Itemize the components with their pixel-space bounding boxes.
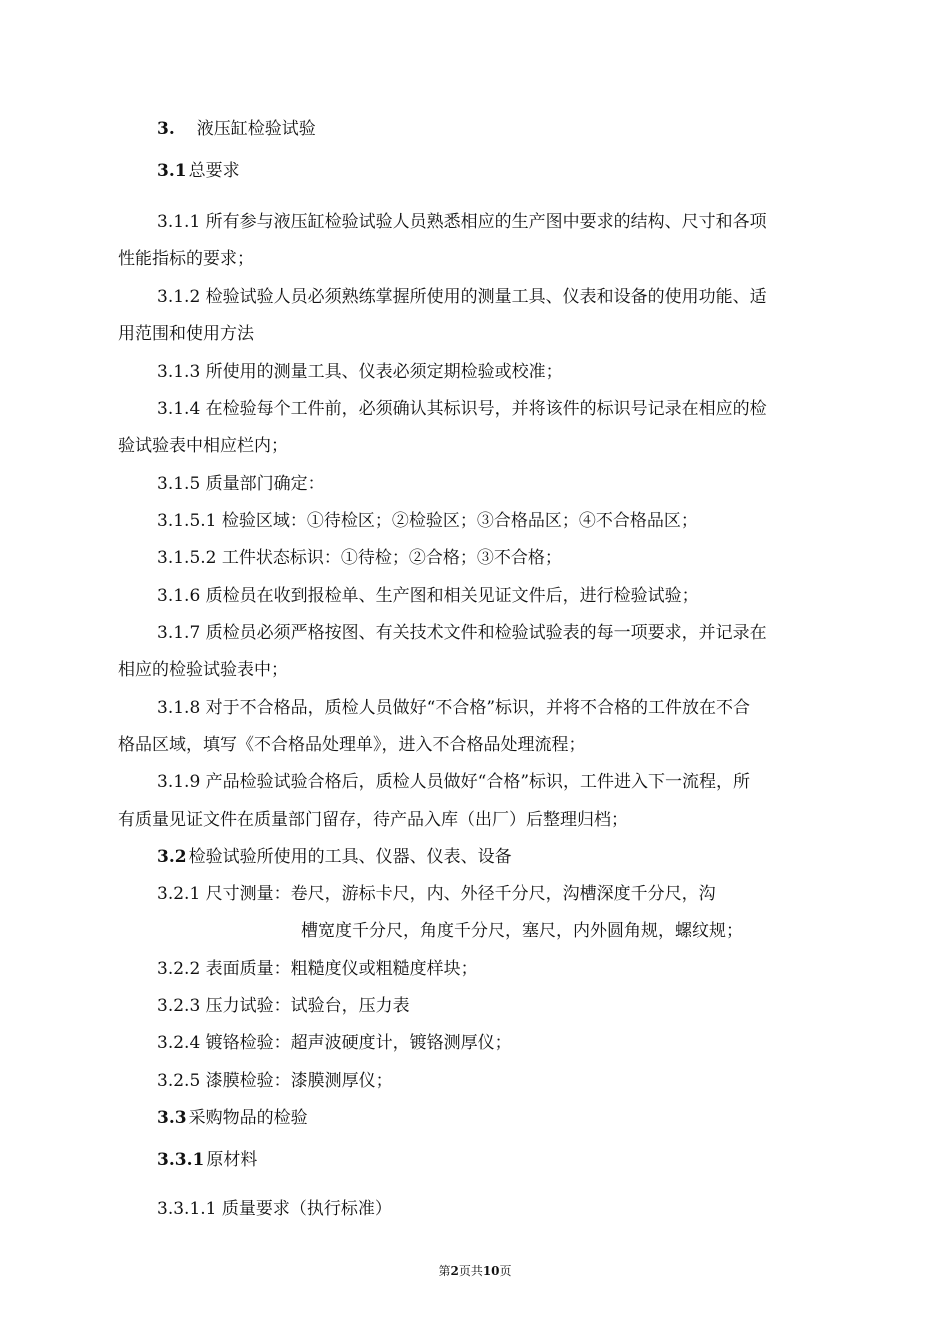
paragraph-3-1-5-2: 3.1.5.2 工件状态标识：①待检；②合格；③不合格； <box>157 548 562 568</box>
section-number: 3. <box>157 119 175 139</box>
paragraph-3-2-1-line2: 槽宽度千分尺，角度千分尺，塞尺，内外圆角规，螺纹规； <box>301 921 743 941</box>
paragraph-3-1-4-line2: 验试验表中相应栏内； <box>118 436 288 456</box>
total-page-number: 10 <box>482 1264 500 1278</box>
footer-suffix: 页 <box>499 1264 512 1278</box>
section-number: 3.3 <box>157 1108 187 1128</box>
section-title: 总要求 <box>188 161 240 181</box>
paragraph-3-2-1-line1: 3.2.1 尺寸测量：卷尺，游标卡尺，内、外径千分尺，沟槽深度千分尺，沟 <box>157 884 716 904</box>
footer-middle: 页共 <box>458 1264 483 1278</box>
section-heading-3-3-1 <box>157 1148 257 1172</box>
paragraph-3-1-9-line2: 有质量见证文件在质量部门留存，待产品入库（出厂）后整理归档； <box>118 810 628 830</box>
paragraph-3-2-2: 3.2.2 表面质量：粗糙度仪或粗糙度样块； <box>157 959 478 979</box>
section-heading-3-1 <box>157 159 240 183</box>
section-title: 原材料 <box>206 1150 258 1170</box>
section-title: 采购物品的检验 <box>188 1108 308 1128</box>
section-title: 检验试验所使用的工具、仪器、仪表、设备 <box>188 847 512 867</box>
paragraph-3-1-4-line1: 3.1.4 在检验每个工件前，必须确认其标识号，并将该件的标识号记录在相应的检 <box>157 399 767 419</box>
current-page-number: 2 <box>450 1264 459 1278</box>
section-title: 液压缸检验试验 <box>196 119 316 139</box>
paragraph-3-1-2-line2: 用范围和使用方法 <box>118 324 254 344</box>
section-number: 3.3.1 <box>157 1150 205 1170</box>
section-number: 3.2 <box>157 847 187 867</box>
footer-prefix: 第 <box>438 1264 451 1278</box>
paragraph-3-1-7-line2: 相应的检验试验表中； <box>118 660 288 680</box>
section-heading-3-3 <box>157 1106 308 1130</box>
paragraph-3-2-3: 3.2.3 压力试验：试验台，压力表 <box>157 996 410 1016</box>
section-number: 3.1 <box>157 161 187 181</box>
paragraph-3-1-6: 3.1.6 质检员在收到报检单、生产图和相关见证文件后，进行检验试验； <box>157 586 699 606</box>
paragraph-3-1-5-1: 3.1.5.1 检验区域：①待检区；②检验区；③合格品区；④不合格品区； <box>157 511 698 531</box>
section-heading-3 <box>157 117 316 141</box>
paragraph-3-1-1-line2: 性能指标的要求； <box>118 249 254 269</box>
paragraph-3-2-4: 3.2.4 镀铬检验：超声波硬度计，镀铬测厚仪； <box>157 1033 512 1053</box>
paragraph-3-1-7-line1: 3.1.7 质检员必须严格按图、有关技术文件和检验试验表的每一项要求，并记录在 <box>157 623 767 643</box>
paragraph-3-1-9-line1: 3.1.9 产品检验试验合格后，质检人员做好“合格”标识，工件进入下一流程，所 <box>157 772 751 792</box>
paragraph-3-1-8-line2: 格品区域，填写《不合格品处理单》，进入不合格品处理流程； <box>118 735 586 755</box>
paragraph-3-1-5: 3.1.5 质量部门确定： <box>157 474 325 494</box>
paragraph-3-3-1-1: 3.3.1.1 质量要求（执行标准） <box>157 1199 392 1219</box>
paragraph-3-1-8-line1: 3.1.8 对于不合格品，质检人员做好“不合格”标识，并将不合格的工件放在不合 <box>157 698 751 718</box>
paragraph-3-1-3: 3.1.3 所使用的测量工具、仪表必须定期检验或校准； <box>157 362 563 382</box>
paragraph-3-2-5: 3.2.5 漆膜检验：漆膜测厚仪； <box>157 1071 393 1091</box>
section-heading-3-2 <box>157 845 512 869</box>
paragraph-3-1-2-line1: 3.1.2 检验试验人员必须熟练掌握所使用的测量工具、仪表和设备的使用功能、适 <box>157 287 767 307</box>
paragraph-3-1-1-line1: 3.1.1 所有参与液压缸检验试验人员熟悉相应的生产图中要求的结构、尺寸和各项 <box>157 212 767 232</box>
page-footer <box>0 1262 950 1279</box>
